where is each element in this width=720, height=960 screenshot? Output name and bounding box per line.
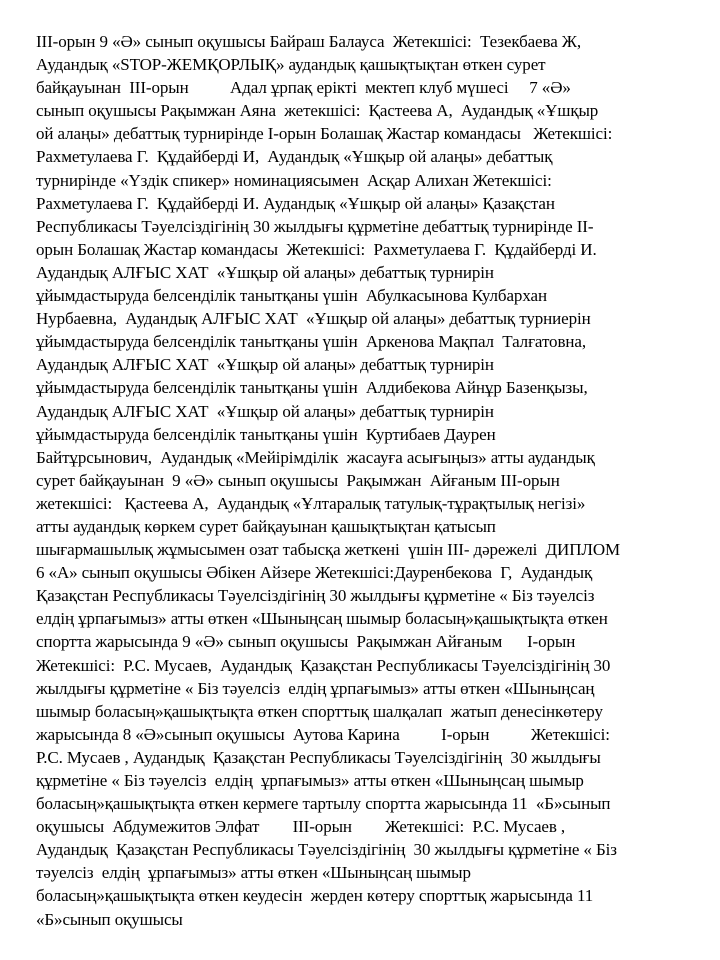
document-body-text: III-орын 9 «Ә» сынып оқушысы Байраш Балауса Жетекшісі: Тезекбаева Ж, Аудандық «STOP-ЖЕМҚОРЛЫҚ» аудандық қашықтықтан өткен сурет байқауынан III-орын Адал ұрпақ ерікті мектеп клуб мүшесі 7 «Ә» сынып оқушысы Рақымжан Аяна жетекшісі: Қастеева А, Аудандық «Ұшқыр ой алаңы» дебаттық турнирінде I-орын Болашақ Жастар командасы Жетекшісі: Рахметулаева Г. Құдайберді И, Аудандық «Ұшқыр ой алаңы» дебаттық турнирінде «Үздік спикер» номинациясымен Асқар Алихан Жетекшісі: Рахметулаева Г. Құдайберді И. Аудандық «Ұшқыр ой алаңы» Қазақстан Республикасы Тәуелсіздігінің 30 жылдығы құрметіне дебаттық турнирінде II- орын Болашақ Жастар командасы Жетекшісі: Рахметулаева Г. Құдайберді И. Аудандық АЛҒЫС ХАТ «Ұшқыр ой алаңы» дебаттық турнирін ұйымдастыруда белсенділік танытқаны үшін Абулкасынова Кулбархан Нурбаевна, Аудандық АЛҒЫС ХАТ «Ұшқыр ой алаңы» дебаттық турниерін ұйымдастыруда белсенділік танытқаны үшін Аркенова Мақпал Талғатовна, Аудандық АЛҒЫС ХАТ «Ұшқыр ой алаңы» дебаттық турнирін ұйымдастыруда белсенділік танытқаны үшін Алдибекова Айнұр Базенқызы, Аудандық АЛҒЫС ХАТ «Ұшқыр ой алаңы» дебаттық турнирін ұйымдастыруда белсенділік танытқаны үшін Куртибаев Даурен Байтұрсынович, Аудандық «Мейірімділік жасауға асығыңыз» атты аудандық сурет байқауынан 9 «Ә» сынып оқушысы Рақымжан Айғаным III-орын жетекшісі: Қастеева А, Аудандық «Ұлтаралық татулық-тұрақтылық негізі» атты аудандық көркем сурет байқауынан қашықтықтан қатысып шығармашылық жұмысымен озат табысқа жеткені үшін III- дәрежелі ДИПЛОМ 6 «А» сынып оқушысы Әбікен Айзере Жетекшісі:Дауренбекова Г, Аудандық Қазақстан Республикасы Тәуелсіздігінің 30 жылдығы құрметіне « Біз тәуелсіз елдің ұрпағымыз» атты өткен «Шыныңсаң шымыр боласың»қашықтықта өткен спортта жарысында 9 «Ә» сынып оқушысы Рақымжан Айғаным I-орын Жетекшісі: Р.С. Мусаев, Аудандық Қазақстан Республикасы Тәуелсіздігінің 30 жылдығы құрметіне « Біз тәуелсіз елдің ұрпағымыз» атты өткен «Шыныңсаң шымыр боласың»қашықтықта өткен спорттық шалқалап жатып денесінкөтеру жарысында 8 «Ә»сынып оқушысы Аутова Карина I-орын Жетекшісі: Р.С. Мусаев , Аудандық Қазақстан Республикасы Тәуелсіздігінің 30 жылдығы құрметіне « Біз тәуелсіз елдің ұрпағымыз» атты өткен «Шыныңсаң шымыр боласың»қашықтықта өткен кермеге тартылу спортта жарысында 11 «Б»сынып оқушысы Абдумежитов Элфат III-орын Жетекшісі: Р.С. Мусаев , Аудандық Қазақстан Республикасы Тәуелсіздігінің 30 жылдығы құрметіне « Біз тәуелсіз елдің ұрпағымыз» атты өткен «Шыныңсаң шымыр боласың»қашықтықта өткен кеудесін жерден көтеру спорттық жарысында 11 «Б»сынып оқушысы [36,32,621,929]
